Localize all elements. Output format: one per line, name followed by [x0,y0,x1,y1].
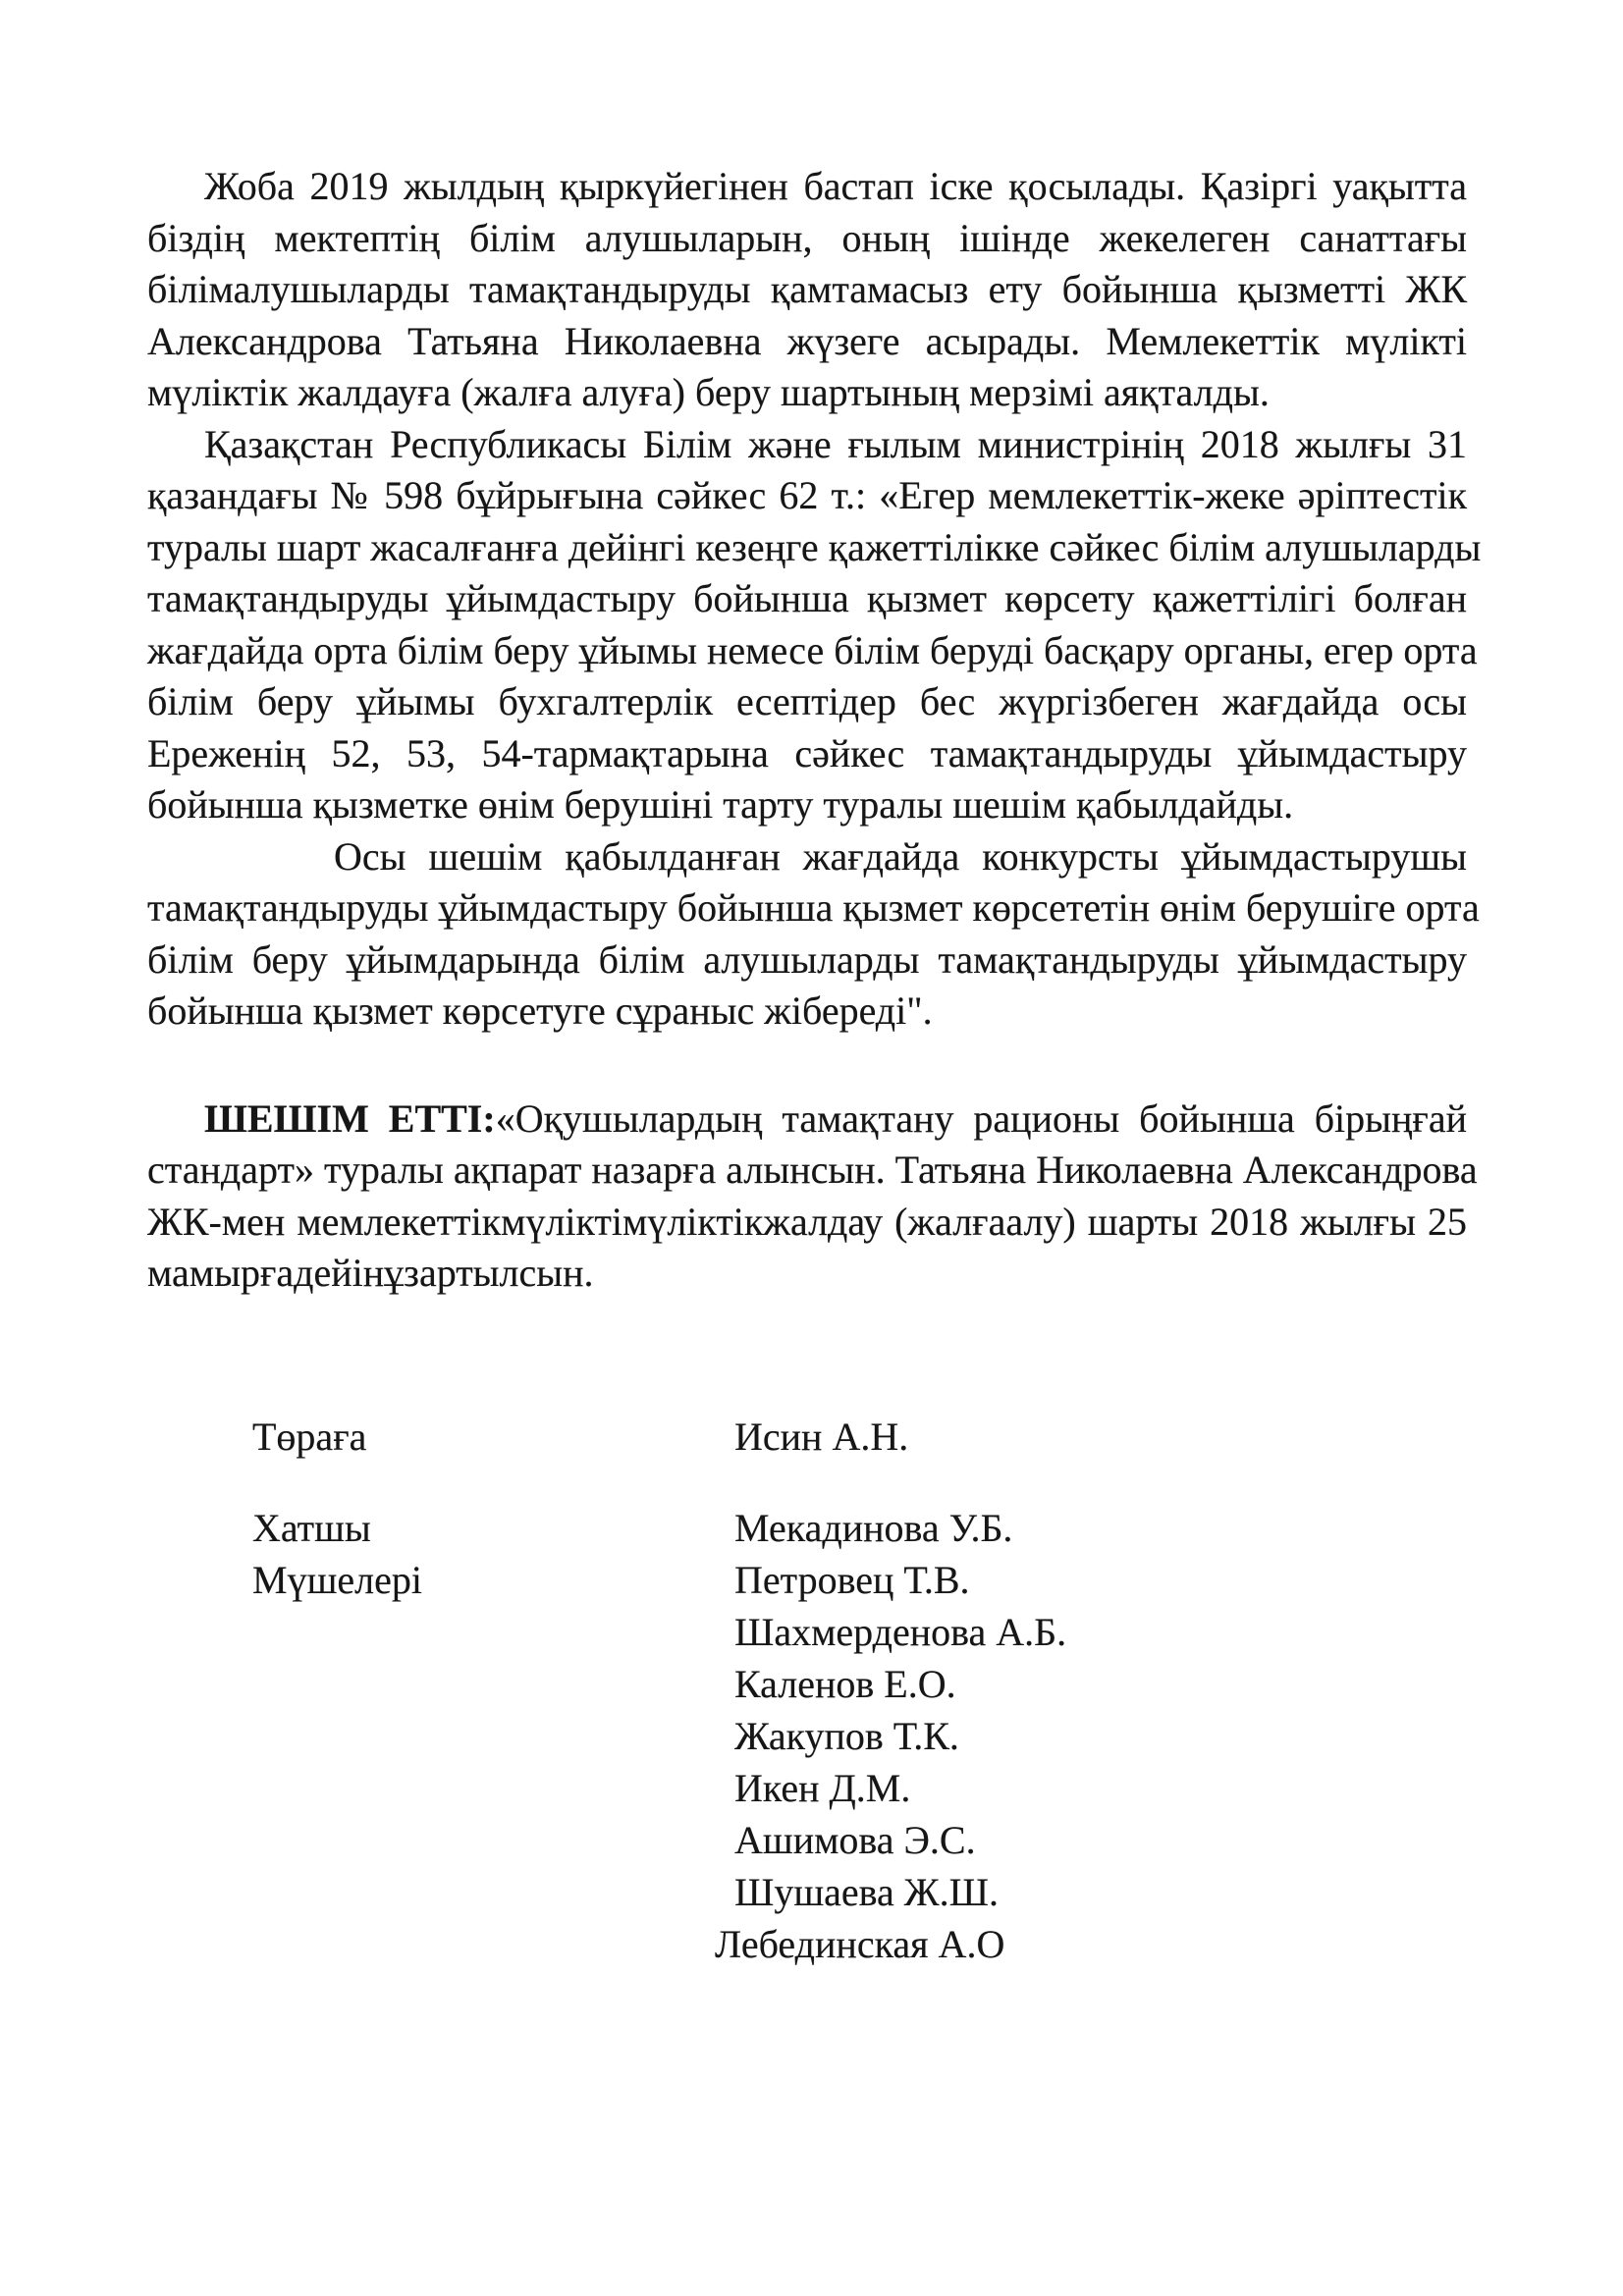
signature-role: Мүшелері [252,1558,422,1602]
text-segment: қазандағы № 598 бұйрығына сәйкес 62 т.: «Егер мемлекеттік-жеке әріптестік [147,473,1467,517]
paragraph-line [147,213,1467,265]
text-segment: бойынша қызметке өнім берушіні тарту туралы шешім қабылдайды. [147,782,1294,827]
paragraph-line [147,986,1467,1038]
paragraph-line [147,316,1467,368]
signature-block [147,1411,1467,1970]
signature-row [147,1658,1467,1710]
paragraph-line [147,676,1467,728]
paragraph-line [147,367,1467,419]
paragraph-line [147,264,1467,316]
paragraph-line [147,779,1467,831]
signature-name: Лебединская А.О [715,1922,1005,1966]
signature-row [147,1710,1467,1762]
signature-role: Төраға [252,1415,367,1459]
paragraph-line [147,161,1467,213]
signature-name: Петровец Т.В. [734,1558,970,1602]
text-segment: тамақтандыруды ұйымдастыру бойынша қызмет көрсететін өнім берушіге орта [147,885,1480,930]
paragraph-line [147,625,1478,677]
signature-row [147,1814,1467,1866]
document-body [147,161,1482,1300]
signature-role: Хатшы [252,1506,371,1550]
text-segment: Қазақстан Республикасы Білім және ғылым министрінің 2018 жылғы 31 [204,421,1467,466]
paragraph-ministry-order [147,419,1482,831]
text-segment: мүліктік жалдауға (жалға алуға) беру шартының мерзімі аяқталды. [147,370,1270,414]
text-segment: біздің мектептің білім алушыларын, оның ішінде жекелеген санаттағы [147,215,1467,260]
text-segment: жағдайда орта білім беру ұйымы немесе білім беруді басқару органы, егер орта [147,627,1478,672]
paragraph-line [147,1094,1467,1146]
text-segment: туралы шарт жасалғанға дейінгі кезеңге қажеттілікке сәйкес білім алушыларды [147,524,1482,569]
signature-name: Жакупов Т.К. [734,1714,959,1758]
text-segment: стандарт» туралы ақпарат назарға алынсын. Татьяна Николаевна Александрова [147,1148,1478,1192]
paragraph-line [147,573,1467,625]
signature-name: Шушаева Ж.Ш. [734,1870,999,1914]
signature-name: Исин А.Н. [734,1415,909,1459]
paragraph-project-launch [147,161,1467,419]
paragraph-line [147,522,1482,574]
text-segment: ЖК-мен мемлекеттікмүліктімүліктікжалдау (жалғаалу) шарты 2018 жылғы 25 [147,1199,1467,1244]
paragraph-line [147,882,1480,934]
paragraph-decision-case [147,831,1480,1038]
signature-gap [147,1463,1467,1502]
text-segment: білім беру ұйымы бухгалтерлік есептідер бес жүргізбеген жағдайда осы [147,679,1467,723]
paragraph-line [147,419,1467,471]
text-segment: «Оқушылардың тамақтану рационы бойынша бірыңғай [495,1095,1468,1141]
text-segment: бойынша қызмет көрсетуге сұраныс жібереді". [147,988,933,1033]
signature-row [147,1762,1467,1814]
signature-name: Икен Д.М. [734,1766,911,1810]
signature-row [147,1411,1467,1463]
signature-row [147,1502,1467,1554]
text-segment: білімалушыларды тамақтандыруды қамтамасыз ету бойынша қызметті ЖК [147,267,1467,311]
signature-row [147,1554,1467,1606]
paragraph-line [147,728,1467,780]
paragraph-line [147,934,1467,987]
paragraph-line [147,1248,1467,1300]
paragraph-resolution [147,1094,1478,1300]
text-segment: Жоба 2019 жылдың қыркүйегінен бастап іске қосылады. Қазіргі уақытта [204,164,1467,208]
paragraph-line [147,470,1467,522]
signature-row [147,1918,1467,1970]
text-segment: Ереженің 52, 53, 54-тармақтарына сәйкес тамақтандыруды ұйымдастыру [147,730,1467,775]
text-segment: білім беру ұйымдарында білім алушыларды тамақтандыруды ұйымдастыру [147,936,1467,982]
signature-row [147,1606,1467,1658]
signature-name: Ашимова Э.С. [734,1818,976,1862]
text-segment: Осы шешім қабылданған жағдайда конкурсты ұйымдастырушы [334,833,1467,879]
signature-row [147,1866,1467,1918]
paragraph-line [147,1197,1467,1249]
text-segment: мамырғадейінұзартылсын. [147,1251,594,1295]
text-segment: Александрова Татьяна Николаевна жүзеге асырады. Мемлекеттік мүлікті [147,318,1467,363]
paragraph-line [147,1145,1478,1197]
signature-name: Шахмерденова А.Б. [734,1610,1067,1654]
signature-name: Мекадинова У.Б. [734,1506,1013,1550]
decision-label: ШЕШІМ ЕТТІ: [204,1095,496,1141]
paragraph-line [147,831,1467,883]
text-segment: тамақтандыруды ұйымдастыру бойынша қызмет көрсету қажеттілігі болған [147,576,1467,620]
signature-name: Каленов Е.О. [734,1662,956,1706]
